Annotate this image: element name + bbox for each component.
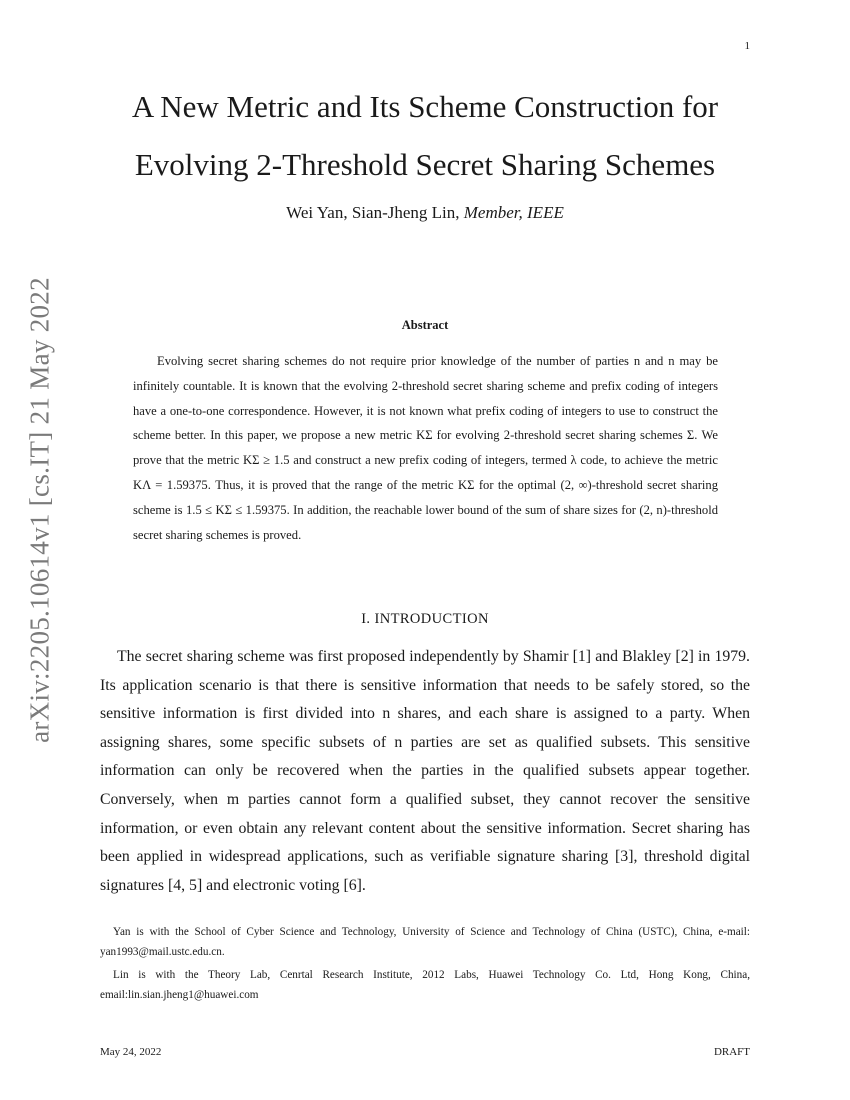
abstract-text: Evolving secret sharing schemes do not require prior knowledge of the number of parties n and n may be infinitely countable. It is known that the evolving 2-threshold secret sharing scheme and prefix coding of integers have a one-to-one correspondence. However, it is not known what prefix coding of integers to use to construct the scheme better. In this paper, we propose a new metric KΣ for evolving 2-threshold secret sharing schemes Σ. We prove that the metric KΣ ≥ 1.5 and construct a new prefix coding of integers, termed λ code, to achieve the metric KΛ = 1.59375. Thus, it is proved that the range of the metric KΣ for the optimal (2, ∞)-threshold secret sharing scheme is 1.5 ≤ KΣ ≤ 1.59375. In addition, the reachable lower bound of the sum of share sizes for (2, n)-threshold secret sharing schemes is proved. (133, 354, 718, 542)
author-list (0, 203, 850, 223)
paper-title (0, 78, 850, 194)
title-line-1: A New Metric and Its Scheme Construction for (131, 89, 719, 124)
author-membership: Member, IEEE (463, 203, 564, 222)
abstract-heading: Abstract (401, 318, 449, 332)
arxiv-identifier: arXiv:2205.10614v1 [cs.IT] 21 May 2022 (24, 277, 55, 743)
footer-date: May 24, 2022 (100, 1046, 162, 1058)
title-line-2: Evolving 2-Threshold Secret Sharing Schemes (134, 147, 716, 182)
abstract-body (133, 349, 718, 547)
footnote-yan: Yan is with the School of Cyber Science and Technology, University of Science and Technology of China (USTC), China, e-mail: yan1993@mail.ustc.edu.cn. (100, 926, 750, 958)
footer-draft-label: DRAFT (713, 1046, 750, 1058)
introduction-paragraph: The secret sharing scheme was first proposed independently by Shamir [1] and Blakley [2] in 1979. Its application scenario is that there is sensitive information that needs to be safely stored, so the sensitive information is first divided into n shares, and each share is assigned to a party. When assigning shares, some specific subsets of n parties are set as qualified subsets. This sensitive information can only be recovered when the parties in the qualified subsets appear together. Conversely, when m parties cannot form a qualified subset, they cannot recover the sensitive information, or even obtain any relevant content about the sensitive information. Secret sharing has been applied in widespread applications, such as verifiable signature sharing [3], threshold digital signatures [4, 5] and electronic voting [6]. (100, 648, 750, 894)
footnote-lin: Lin is with the Theory Lab, Cenrtal Research Institute, 2012 Labs, Huawei Technology Co. Ltd, Hong Kong, China, email:lin.sian.jheng1@huawei.com (100, 969, 750, 1001)
footnotes (100, 922, 750, 1008)
page-number: 1 (744, 40, 750, 52)
author-names: Wei Yan, Sian-Jheng Lin, (286, 203, 460, 222)
section-heading-introduction: I. INTRODUCTION (361, 611, 489, 627)
introduction-body (100, 643, 750, 900)
